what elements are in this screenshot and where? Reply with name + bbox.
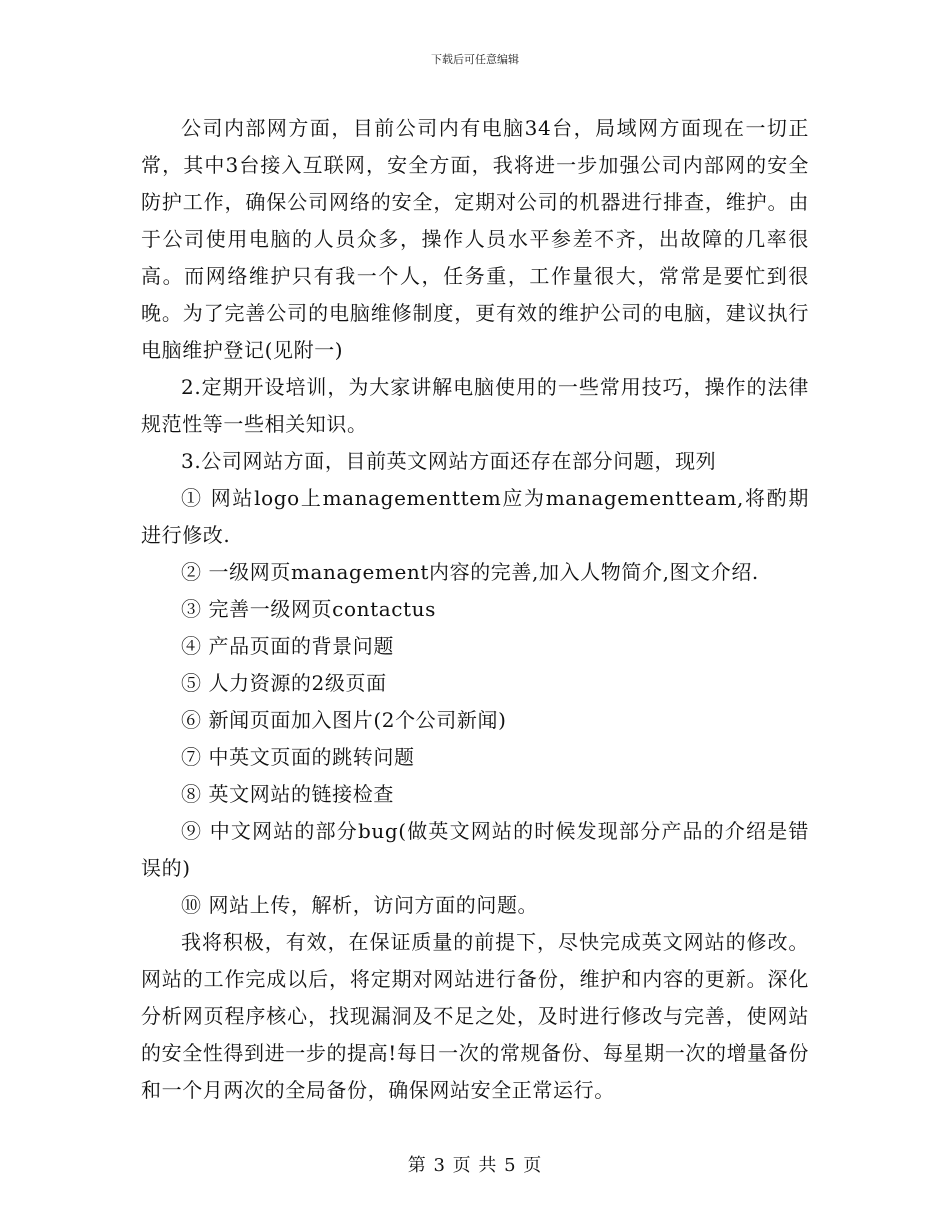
document-body	[141, 110, 809, 1109]
list-item: ③ 完善一级网页contactus	[181, 597, 437, 621]
list-item: ⑧ 英文网站的链接检查	[181, 782, 394, 806]
page-number: 第 3 页 共 5 页	[407, 1155, 543, 1176]
paragraph-conclusion: 我将积极，有效，在保证质量的前提下，尽快完成英文网站的修改。网站的工作完成以后，将定期对网站进行备份，维护和内容的更新。深化分析网页程序核心，找现漏洞及不足之处，及时进行修改与完善，使网站的安全性得到进一步的提高!每日一次的常规备份、每星期一次的增量备份和一个月两次的全局备份，确保网站安全正常运行。	[141, 930, 809, 1102]
paragraph-training: 2.定期开设培训，为大家讲解电脑使用的一些常用技巧，操作的法律规范性等一些相关知识。	[141, 375, 809, 436]
list-item: ② 一级网页management内容的完善,加入人物简介,图文介绍.	[181, 560, 759, 584]
list-item: ⑦ 中英文页面的跳转问题	[181, 745, 415, 769]
list-item: ⑥ 新闻页面加入图片(2个公司新闻)	[181, 708, 507, 732]
list-item: ⑤ 人力资源的2级页面	[181, 671, 387, 695]
list-item: ① 网站logo上managementtem应为managementteam,将酌期进行修改.	[141, 486, 809, 547]
list-item: ⑩ 网站上传，解析，访问方面的问题。	[181, 893, 539, 917]
page-header-note: 下载后可任意编辑	[431, 53, 519, 66]
list-item: ⑨ 中文网站的部分bug(做英文网站的时候发现部分产品的介绍是错误的)	[141, 819, 809, 880]
paragraph-website-intro: 3.公司网站方面，目前英文网站方面还存在部分问题，现列	[181, 449, 717, 473]
list-item: ④ 产品页面的背景问题	[181, 634, 394, 658]
paragraph-intranet: 公司内部网方面，目前公司内有电脑34台，局域网方面现在一切正常，其中3台接入互联网，安全方面，我将进一步加强公司内部网的安全防护工作，确保公司网络的安全，定期对公司的机器进行排查，维护。由于公司使用电脑的人员众多，操作人员水平参差不齐，出故障的几率很高。而网络维护只有我一个人，任务重，工作量很大，常常是要忙到很晚。为了完善公司的电脑维修制度，更有效的维护公司的电脑，建议执行电脑维护登记(见附一)	[141, 116, 809, 362]
